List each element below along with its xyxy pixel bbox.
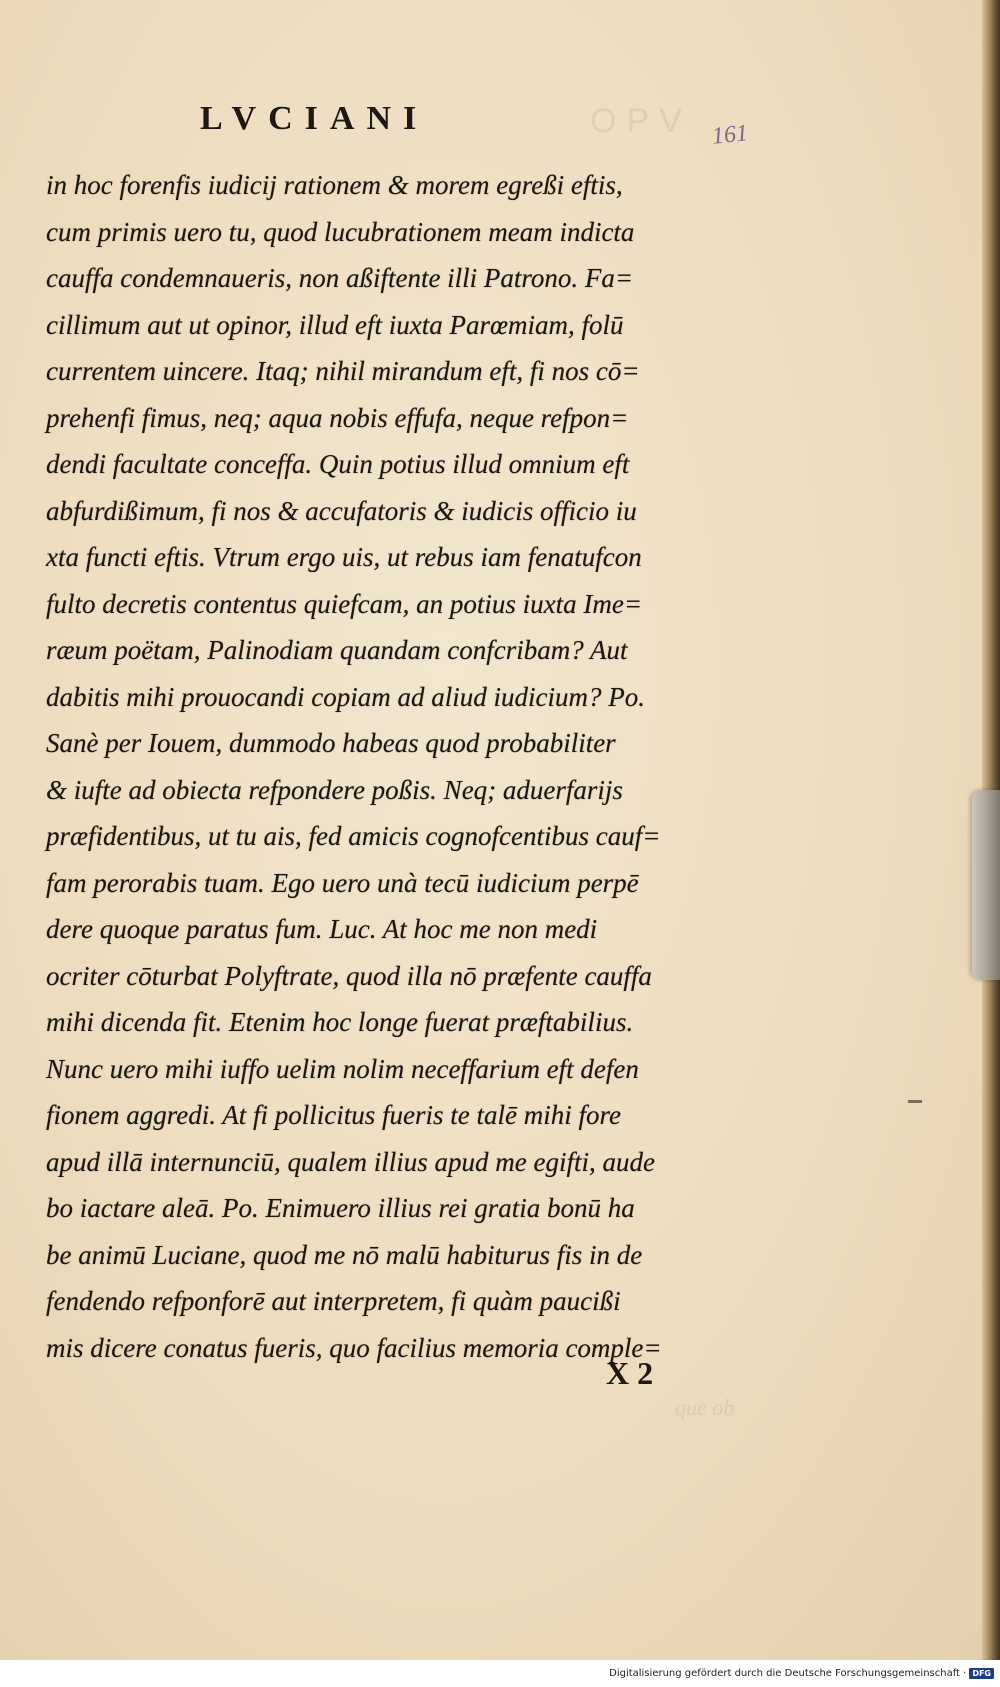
body-text: [46, 162, 776, 1371]
dfg-logo: DFG: [969, 1668, 994, 1679]
text-line: fionem aggredi. At fi pollicitus fueris te talē mihi fore: [46, 1100, 621, 1130]
text-line: dabitis mihi prouocandi copiam ad aliud iudicium? Po.: [46, 681, 645, 712]
running-head: LVCIANI: [200, 100, 429, 137]
text-line: be animū Luciane, quod me nō malū habiturus fis in de: [46, 1239, 643, 1270]
text-line: abfurdißimum, fi nos & accufatoris & iudicis officio iu: [46, 495, 637, 526]
text-line: cauffa condemnaueris, non aßiftente illi Patrono. Fa=: [46, 263, 634, 293]
text-line: Sanè per Iouem, dummodo habeas quod probabiliter: [46, 728, 616, 758]
text-line: apud illā internunciū, qualem illius apud me egifti, aude: [46, 1146, 655, 1177]
bleed-through-text: OPV: [590, 102, 692, 140]
text-line: currentem uincere. Itaq; nihil mirandum eft, fi nos cō=: [46, 356, 640, 386]
bleed-through-text-bottom: que ob: [675, 1395, 735, 1420]
text-line: fam perorabis tuam. Ego uero unà tecū iudicium perpē: [46, 867, 639, 898]
text-line: præfidentibus, ut tu ais, fed amicis cognofcentibus cauf=: [46, 821, 661, 851]
text-line: mis dicere conatus fueris, quo facilius memoria comple=: [46, 1332, 662, 1363]
page-clip: [972, 790, 1000, 980]
digitization-credit: [556, 1668, 994, 1679]
text-line: & iufte ad obiecta refpondere poßis. Neq; aduerfarijs: [46, 774, 623, 805]
text-line: cillimum aut ut opinor, illud eft iuxta Parœmiam, folū: [46, 309, 624, 340]
text-line: ræum poëtam, Palinodiam quandam confcribam? Aut: [46, 635, 628, 665]
text-line: fulto decretis contentus quiefcam, an potius iuxta Ime=: [46, 588, 643, 619]
text-line: dere quoque paratus fum. Luc. At hoc me non medi: [46, 914, 598, 944]
text-line: xta functi eftis. Vtrum ergo uis, ut rebus iam fenatufcon: [46, 542, 642, 572]
margin-mark: [908, 1100, 922, 1103]
text-line: ocriter cōturbat Polyftrate, quod illa nō præfente cauffa: [46, 960, 652, 991]
folio-number: 161: [710, 120, 750, 150]
signature-mark: X 2: [606, 1355, 654, 1391]
text-line: dendi facultate conceffa. Quin potius illud omnium eft: [46, 449, 630, 479]
text-line: bo iactare aleā. Po. Enimuero illius rei gratia bonū ha: [46, 1193, 635, 1223]
text-line: fendendo refponforē aut interpretem, fi quàm paucißi: [46, 1286, 621, 1316]
credit-text: Digitalisierung gefördert durch die Deutsche Forschungsgemeinschaft ·: [609, 1668, 967, 1679]
text-line: in hoc forenfis iudicij rationem & morem egreßi eftis,: [46, 170, 623, 200]
text-line: prehenfi fimus, neq; aqua nobis effufa, neque refpon=: [46, 402, 629, 433]
text-line: Nunc uero mihi iuffo uelim nolim neceffarium eft defen: [46, 1053, 639, 1084]
text-line: cum primis uero tu, quod lucubrationem meam indicta: [46, 216, 635, 247]
text-line: mihi dicenda fit. Etenim hoc longe fuerat præftabilius.: [46, 1007, 634, 1037]
